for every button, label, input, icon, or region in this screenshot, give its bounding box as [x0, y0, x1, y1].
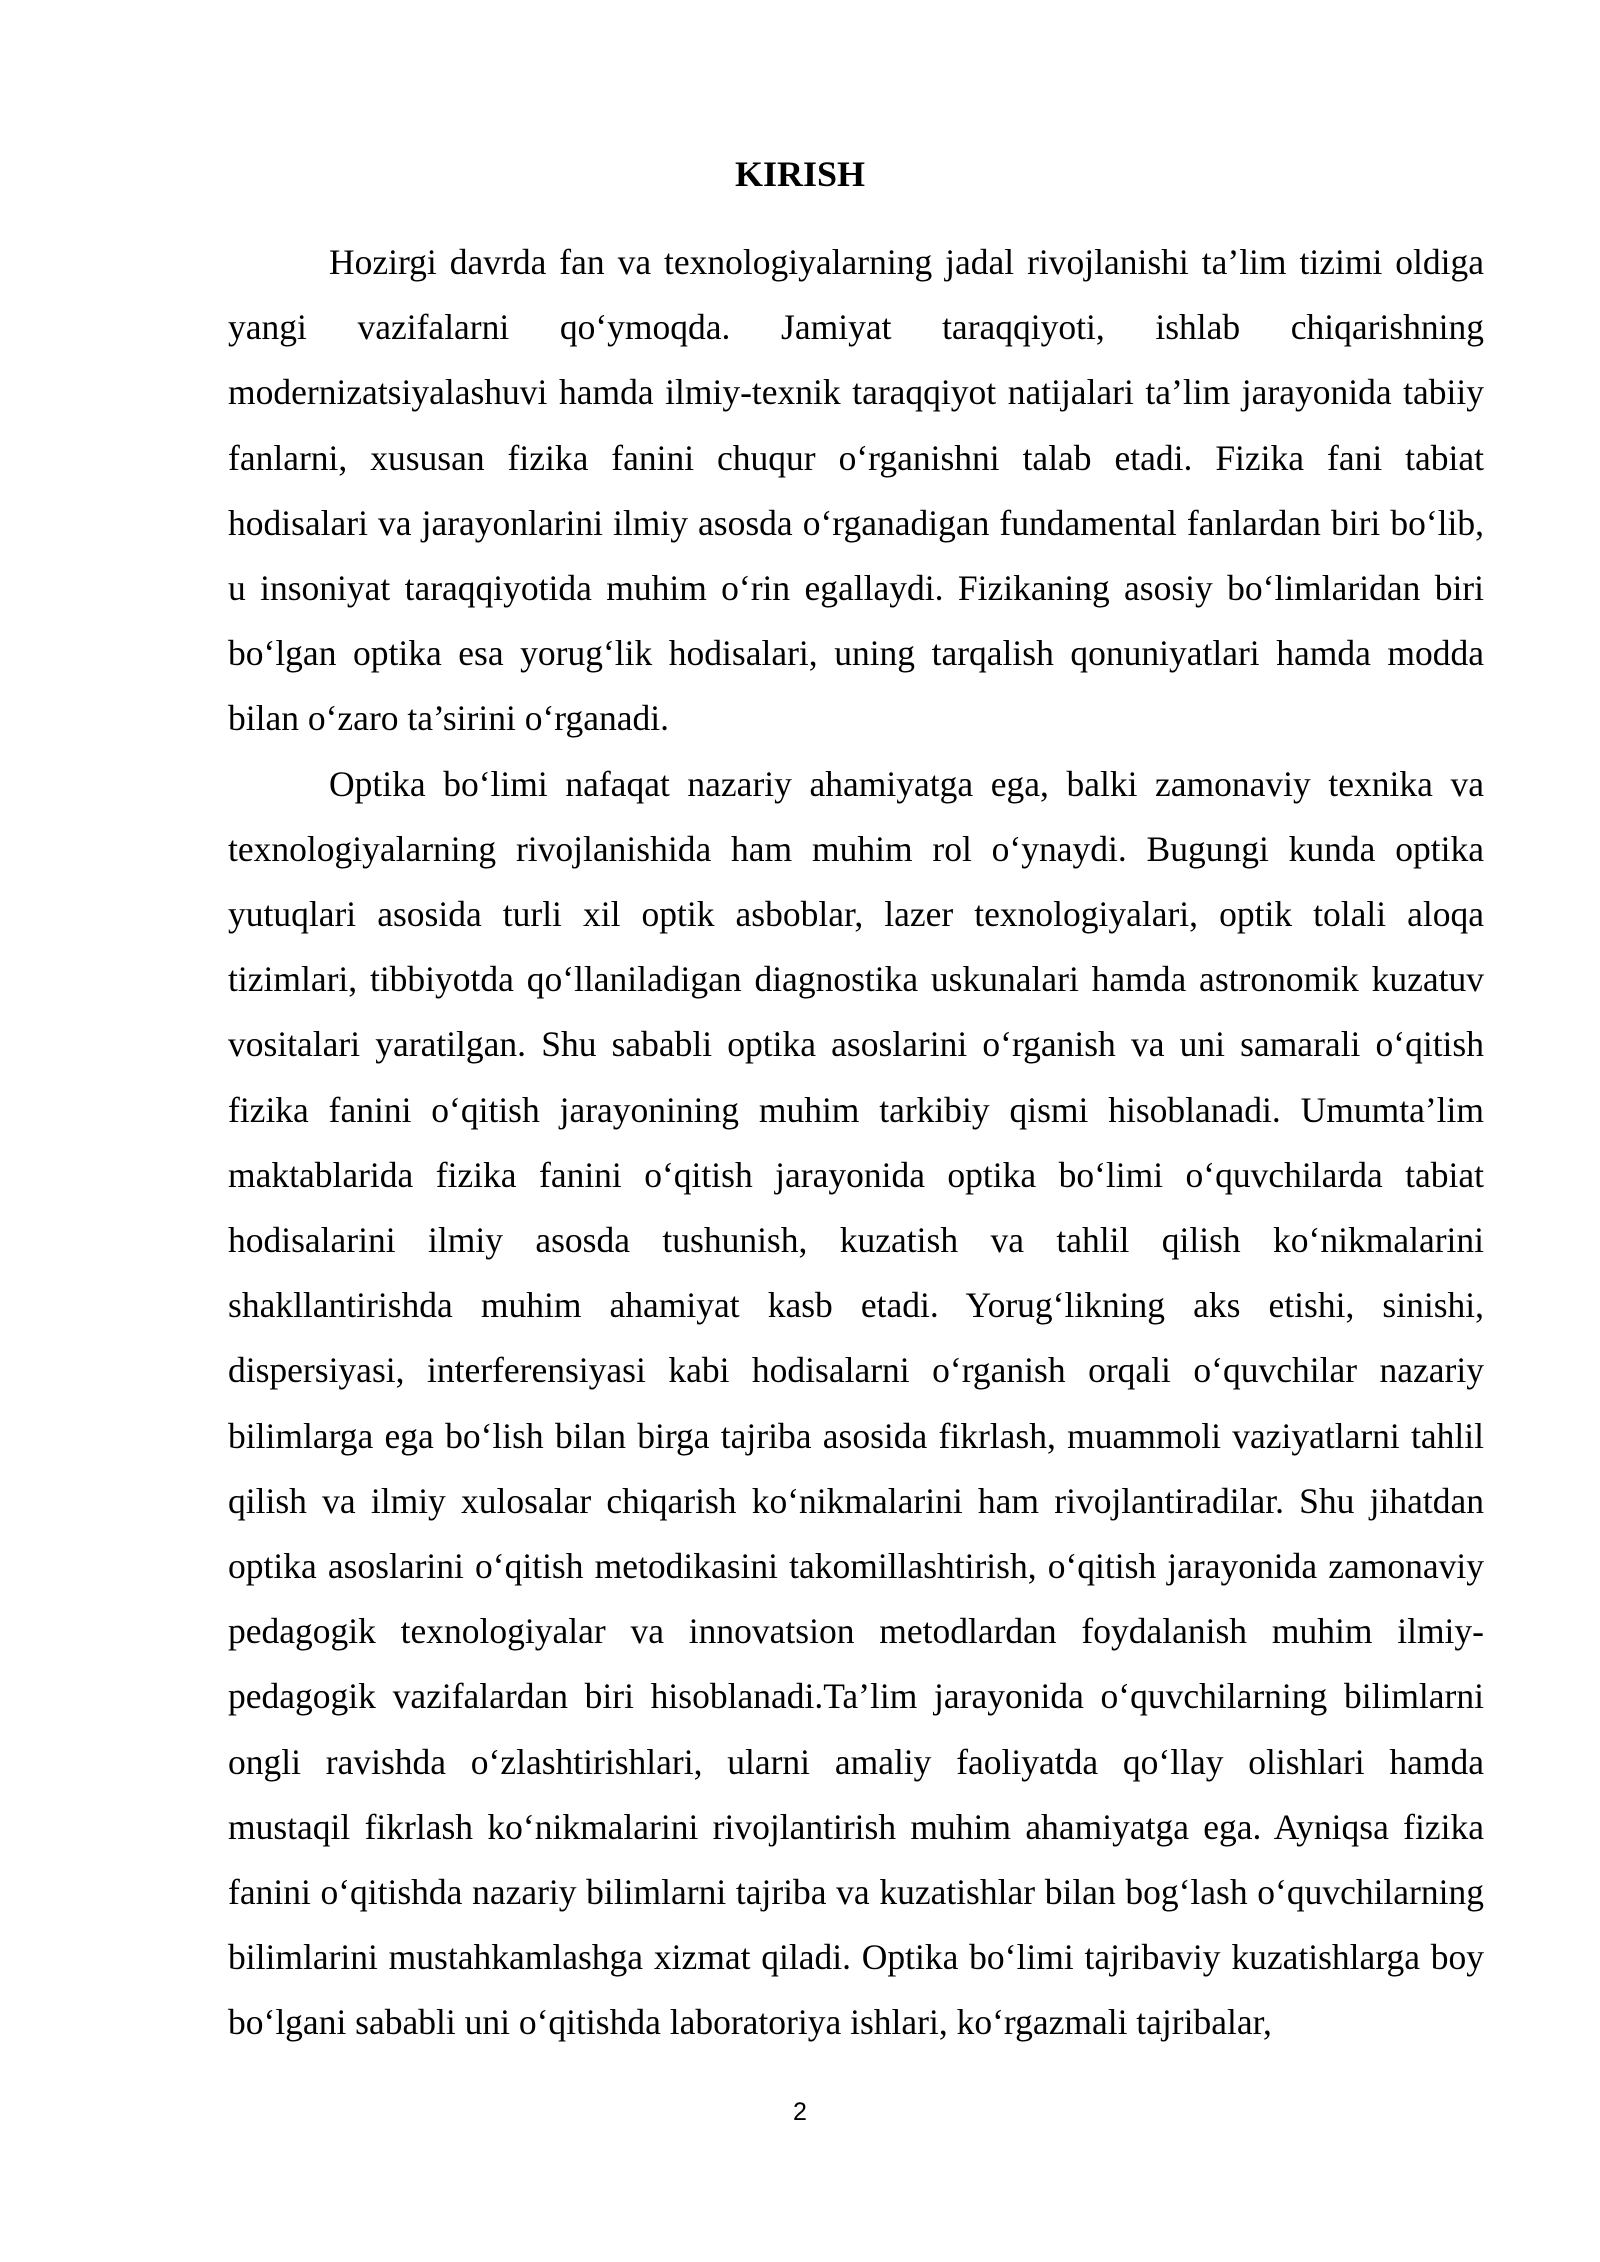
paragraph-2: Optika bo‘limi nafaqat nazariy ahamiyatga ega, balki zamonaviy texnika va texnologiyalarning rivojlanishida ham muhim rol o‘ynaydi. Bugungi kunda optika yutuqlari asosida turli xil optik asboblar, lazer texnologiyalari, optik tolali aloqa tizimlari, tibbiyotda qo‘llaniladigan diagnostika uskunalari hamda astronomik kuzatuv vositalari yaratilgan. Shu sababli optika asoslarini o‘rganish va uni samarali o‘qitish fizika fanini o‘qitish jarayonining muhim tarkibiy qismi hisoblanadi. Umumta’lim maktablarida fizika fanini o‘qitish jarayonida optika bo‘limi o‘quvchilarda tabiat hodisalarini ilmiy asosda tushunish, kuzatish va tahlil qilish ko‘nikmalarini shakllantirishda muhim ahamiyat kasb etadi. Yorug‘likning aks etishi, sinishi, dispersiyasi, interferensiyasi kabi hodisalarni o‘rganish orqali o‘quvchilar nazariy bilimlarga ega bo‘lish bilan birga tajriba asosida fikrlash, muammoli vaziyatlarni tahlil qilish va ilmiy xulosalar chiqarish ko‘nikmalarini ham rivojlantiradilar. Shu jihatdan optika asoslarini o‘qitish metodikasini takomillashtirish, o‘qitish jarayonida zamonaviy pedagogik texnologiyalar va innovatsion metodlardan foydalanish muhim ilmiy-pedagogik vazifalardan biri hisoblanadi.Ta’lim jarayonida o‘quvchilarning bilimlarni ongli ravishda o‘zlashtirishlari, ularni amaliy faoliyatda qo‘llay olishlari hamda mustaqil fikrlash ko‘nikmalarini rivojlantirish muhim ahamiyatga ega. Ayniqsa fizika fanini o‘qitishda nazariy bilimlarni tajriba va kuzatishlar bilan bog‘lash o‘quvchilarning bilimlarini mustahkamlashga xizmat qiladi. Optika bo‘limi tajribaviy kuzatishlarga boy bo‘lgani sababli uni o‘qitishda laboratoriya ishlari, ko‘rgazmali tajribalar,	[228, 763, 1484, 2043]
section-title: KIRISH	[734, 154, 866, 194]
paragraph-1: Hozirgi davrda fan va texnologiyalarning jadal rivojlanishi ta’lim tizimi oldiga yangi vazifalarni qo‘ymoqda. Jamiyat taraqqiyoti, ishlab chiqarishning modernizatsiyalashuvi hamda ilmiy-texnik taraqqiyot natijalari ta’lim jarayonida tabiiy fanlarni, xususan fizika fanini chuqur o‘rganishni talab etadi. Fizika fani tabiat hodisalari va jarayonlarini ilmiy asosda o‘rganadigan fundamental fanlardan biri bo‘lib, u insoniyat taraqqiyotida muhim o‘rin egallaydi. Fizikaning asosiy bo‘limlaridan biri bo‘lgan optika esa yorug‘lik hodisalari, uning tarqalish qonuniyatlari hamda modda bilan o‘zaro ta’sirini o‘rganadi.	[228, 242, 1484, 739]
page-number: 2	[793, 2098, 807, 2126]
body-text	[228, 230, 1484, 2056]
